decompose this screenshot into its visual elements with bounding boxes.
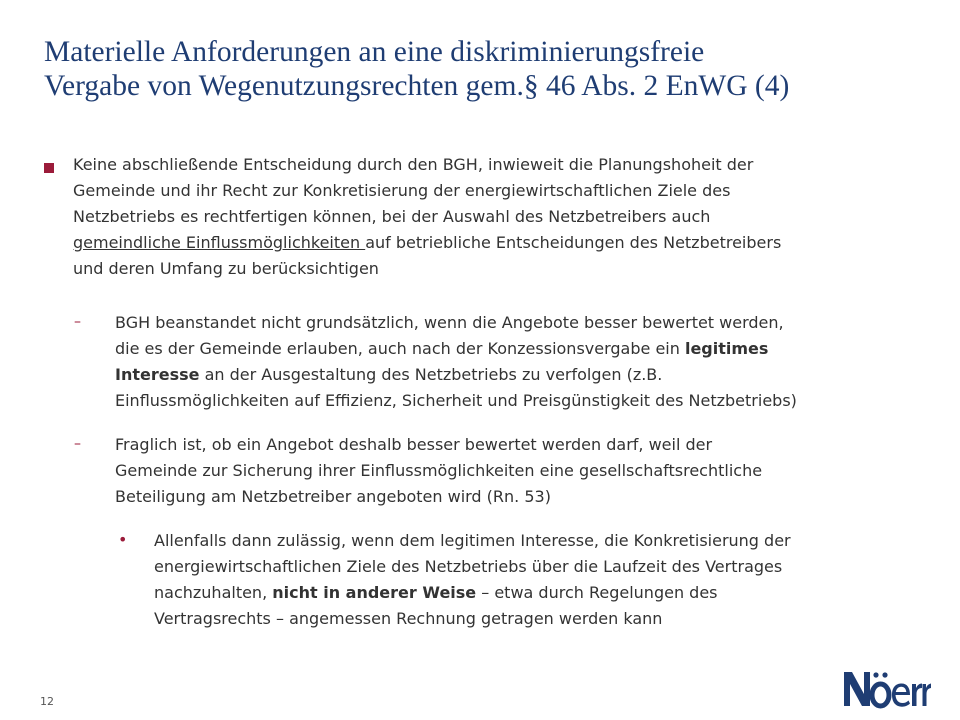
bullet-main-line-rest: auf betriebliche Entscheidungen des Netzbetreibers xyxy=(365,233,782,252)
sub-sub-bullet-line xyxy=(154,580,791,606)
sub-sub-bullet-line-rest: – etwa durch Regelungen des xyxy=(476,583,718,602)
title-line-1: Materielle Anforderungen an eine diskriminierungsfreie xyxy=(44,36,705,68)
sub-sub-bullet-line: Vertragsrechts – angemessen Rechnung getragen werden kann xyxy=(154,609,663,628)
page-number: 12 xyxy=(40,695,54,708)
bullet-main-line: Netzbetriebs es rechtfertigen können, bei der Auswahl des Netzbetreibers auch xyxy=(73,207,711,226)
dash-bullet-icon: – xyxy=(74,314,81,330)
bold-phrase: Interesse xyxy=(115,365,200,384)
sub-bullet-line: Einflussmöglichkeiten auf Effizienz, Sicherheit und Preisgünstigkeit des Netzbetriebs) xyxy=(115,391,797,410)
bullet-main-line: Gemeinde und ihr Recht zur Konkretisierung der energiewirtschaftlichen Ziele des xyxy=(73,181,731,200)
underlined-phrase: gemeindliche Einflussmöglichkeiten xyxy=(73,233,366,252)
square-bullet-icon xyxy=(44,163,54,173)
sub-sub-bullet-text xyxy=(154,528,791,632)
sub-bullet-1-text xyxy=(115,310,797,414)
noerr-logo-icon xyxy=(842,666,932,710)
sub-bullet-line-rest: an der Ausgestaltung des Netzbetriebs zu verfolgen (z.B. xyxy=(199,365,663,384)
sub-bullet-line xyxy=(115,362,797,388)
sub-sub-bullet-line-pre: nachzuhalten, xyxy=(154,583,273,602)
bullet-main-text xyxy=(73,152,781,282)
sub-bullet-line: Beteiligung am Netzbetreiber angeboten wird (Rn. 53) xyxy=(115,487,551,506)
bullet-main-line: Keine abschließende Entscheidung durch den BGH, inwieweit die Planungshoheit der xyxy=(73,155,754,174)
bold-phrase: nicht in anderer Weise xyxy=(272,583,477,602)
sub-bullet-2-text xyxy=(115,432,762,510)
title-line-2: Vergabe von Wegenutzungsrechten gem.§ 46 Abs. 2 EnWG (4) xyxy=(44,70,790,102)
bullet-main-line: und deren Umfang zu berücksichtigen xyxy=(73,259,379,278)
bullet-main-line xyxy=(73,230,781,256)
sub-bullet-line: BGH beanstandet nicht grundsätzlich, wenn die Angebote besser bewertet werden, xyxy=(115,313,784,332)
sub-bullet-line: Fraglich ist, ob ein Angebot deshalb besser bewertet werden darf, weil der xyxy=(115,435,713,454)
round-bullet-icon: • xyxy=(118,530,128,549)
bold-phrase: legitimes xyxy=(684,339,769,358)
sub-sub-bullet-line: Allenfalls dann zulässig, wenn dem legitimen Interesse, die Konkretisierung der xyxy=(154,531,791,550)
sub-bullet-line: Gemeinde zur Sicherung ihrer Einflussmöglichkeiten eine gesellschaftsrechtliche xyxy=(115,461,763,480)
sub-bullet-line xyxy=(115,336,797,362)
sub-bullet-line-pre: die es der Gemeinde erlauben, auch nach der Konzessionsvergabe ein xyxy=(115,339,685,358)
dash-bullet-icon: – xyxy=(74,436,81,452)
sub-sub-bullet-line: energiewirtschaftlichen Ziele des Netzbetriebs über die Laufzeit des Vertrages xyxy=(154,557,783,576)
slide-title xyxy=(44,35,944,103)
